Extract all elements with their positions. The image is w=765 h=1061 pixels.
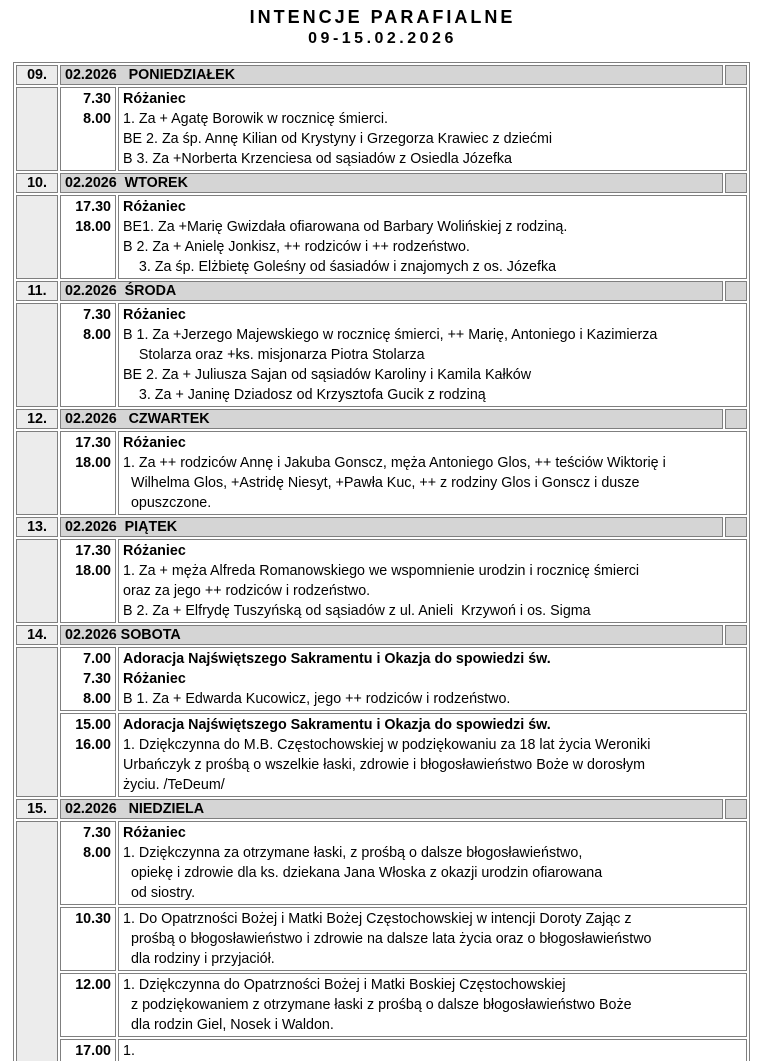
day-header-end-cell — [725, 281, 747, 301]
page-title: INTENCJE PARAFIALNE — [249, 7, 516, 27]
day-number-cell: 14. — [16, 625, 58, 645]
intention-line: 1. Dziękczynna do M.B. Częstochowskiej w podziękowaniu za 18 lat życia Weroniki — [123, 737, 651, 753]
intention-block-row — [16, 431, 747, 515]
intention-block-row — [16, 303, 747, 407]
time-value: 17.00 — [75, 1043, 111, 1059]
day-spacer-cell — [16, 539, 58, 623]
day-spacer-cell — [16, 821, 58, 1061]
intention-line: Adoracja Najświętszego Sakramentu i Okazja do spowiedzi św. — [123, 717, 551, 733]
day-header-cell: 02.2026 PONIEDZIAŁEK — [60, 65, 723, 85]
time-value: 12.00 — [75, 977, 111, 993]
time-value: 7.30 — [83, 825, 111, 841]
time-value: 7.30 — [83, 307, 111, 323]
intention-line: Różaniec — [123, 199, 186, 215]
day-header-row — [16, 173, 747, 193]
intentions-cell — [118, 821, 747, 905]
intention-line: Różaniec — [123, 435, 186, 451]
day-header-end-cell — [725, 409, 747, 429]
intention-line: Adoracja Najświętszego Sakramentu i Okazja do spowiedzi św. — [123, 651, 551, 667]
day-spacer-cell — [16, 87, 58, 171]
time-value: 8.00 — [83, 691, 111, 707]
intention-block-row — [16, 195, 747, 279]
intention-line: dla rodziny i przyjaciół. — [123, 951, 275, 967]
time-value: 17.30 — [75, 435, 111, 451]
intentions-cell — [118, 907, 747, 971]
intention-line: B 2. Za + Anielę Jonkisz, ++ rodziców i ++ rodzeństwo. — [123, 239, 470, 255]
day-number-cell: 12. — [16, 409, 58, 429]
time-cell — [60, 1039, 116, 1061]
intention-line: Wilhelma Glos, +Astridę Niesyt, +Pawła Kuc, ++ z rodziny Glos i Gonscz i dusze — [123, 475, 640, 491]
time-cell — [60, 431, 116, 515]
time-cell — [60, 821, 116, 905]
intentions-cell — [118, 713, 747, 797]
intention-line: od siostry. — [123, 885, 196, 901]
day-header-cell: 02.2026 CZWARTEK — [60, 409, 723, 429]
day-number-cell: 09. — [16, 65, 58, 85]
intentions-table — [13, 62, 750, 1061]
intention-line: oraz za jego ++ rodziców i rodzeństwo. — [123, 583, 371, 599]
day-header-end-cell — [725, 65, 747, 85]
day-spacer-cell — [16, 195, 58, 279]
intention-line: B 2. Za + Elfrydę Tuszyńską od sąsiadów z ul. Anieli Krzywoń i os. Sigma — [123, 603, 591, 619]
day-spacer-cell — [16, 431, 58, 515]
intentions-cell — [118, 431, 747, 515]
intention-line: 3. Za śp. Elżbietę Goleśny od śasiadów i znajomych z os. Józefka — [123, 259, 557, 275]
intention-line: Różaniec — [123, 307, 186, 323]
intention-line: prośbą o błogosławieństwo i zdrowie na dalsze lata życia oraz o błogosławieństwo — [123, 931, 652, 947]
page-subtitle: 09-15.02.2026 — [308, 30, 457, 47]
day-number-cell: 15. — [16, 799, 58, 819]
intention-line: BE1. Za +Marię Gwizdała ofiarowana od Barbary Wolińskiej z rodziną. — [123, 219, 568, 235]
intention-block-row — [16, 87, 747, 171]
intention-line: B 1. Za + Edwarda Kucowicz, jego ++ rodziców i rodzeństwo. — [123, 691, 511, 707]
intention-line: 1. Do Opatrzności Bożej i Matki Bożej Częstochowskiej w intencji Doroty Zając z — [123, 911, 632, 927]
intention-line: 3. Za + Janinę Dziadosz od Krzysztofa Gucik z rodziną — [123, 387, 486, 403]
time-value: 18.00 — [75, 219, 111, 235]
time-value: 18.00 — [75, 455, 111, 471]
intention-line: 1. Dziękczynna do Opatrzności Bożej i Matki Boskiej Częstochowskiej — [123, 977, 566, 993]
intention-line: życiu. /TeDeum/ — [123, 777, 225, 793]
intention-line: Różaniec — [123, 543, 186, 559]
intentions-cell — [118, 303, 747, 407]
time-value: 7.30 — [83, 91, 111, 107]
intentions-cell — [118, 195, 747, 279]
time-value: 8.00 — [83, 327, 111, 343]
intentions-cell — [118, 1039, 747, 1061]
intention-block-row — [16, 821, 747, 905]
time-value: 7.30 — [83, 671, 111, 687]
intention-block-row — [16, 539, 747, 623]
day-spacer-cell — [16, 647, 58, 797]
day-header-row — [16, 65, 747, 85]
day-header-row — [16, 281, 747, 301]
day-header-cell: 02.2026 ŚRODA — [60, 281, 723, 301]
time-cell — [60, 647, 116, 711]
time-value: 8.00 — [83, 111, 111, 127]
intention-line: 1. Za + męża Alfreda Romanowskiego we wspomnienie urodzin i rocznicę śmierci — [123, 563, 640, 579]
intention-line: B 3. Za +Norberta Krzenciesa od sąsiadów z Osiedla Józefka — [123, 151, 512, 167]
time-cell — [60, 87, 116, 171]
intention-line: Różaniec — [123, 825, 186, 841]
intention-line: opuszczone. — [123, 495, 212, 511]
day-header-row — [16, 625, 747, 645]
time-cell — [60, 713, 116, 797]
time-value: 7.00 — [83, 651, 111, 667]
time-cell — [60, 907, 116, 971]
intention-line: Różaniec — [123, 91, 186, 107]
intention-line: Stolarza oraz +ks. misjonarza Piotra Stolarza — [123, 347, 425, 363]
intention-line: BE 2. Za + Juliusza Sajan od sąsiadów Karoliny i Kamila Kałków — [123, 367, 532, 383]
day-spacer-cell — [16, 303, 58, 407]
time-value: 18.00 — [75, 563, 111, 579]
day-header-cell: 02.2026 WTOREK — [60, 173, 723, 193]
time-cell — [60, 973, 116, 1037]
intentions-cell — [118, 647, 747, 711]
intentions-cell — [118, 87, 747, 171]
time-value: 8.00 — [83, 845, 111, 861]
time-value: 15.00 — [75, 717, 111, 733]
time-value: 10.30 — [75, 911, 111, 927]
intention-line: 1. Za ++ rodziców Annę i Jakuba Gonscz, męża Antoniego Glos, ++ teściów Wiktorię i — [123, 455, 666, 471]
intention-block-row — [16, 907, 747, 971]
intention-line: 1. Dziękczynna za otrzymane łaski, z prośbą o dalsze błogosławieństwo, — [123, 845, 583, 861]
day-header-end-cell — [725, 799, 747, 819]
day-header-cell: 02.2026 NIEDZIELA — [60, 799, 723, 819]
intention-block-row — [16, 647, 747, 711]
intention-line: B 1. Za +Jerzego Majewskiego w rocznicę śmierci, ++ Marię, Antoniego i Kazimierza — [123, 327, 658, 343]
day-header-end-cell — [725, 517, 747, 537]
day-header-cell: 02.2026 PIĄTEK — [60, 517, 723, 537]
day-header-end-cell — [725, 173, 747, 193]
intention-line: BE 2. Za śp. Annę Kilian od Krystyny i Grzegorza Krawiec z dziećmi — [123, 131, 553, 147]
intention-block-row — [16, 1039, 747, 1061]
intention-line: Urbańczyk z prośbą o wszelkie łaski, zdrowie i błogosławieństwo Boże w dorosłym — [123, 757, 646, 773]
time-cell — [60, 303, 116, 407]
day-header-row — [16, 409, 747, 429]
intention-line: z podziękowaniem z otrzymane łaski z prośbą o dalsze błogosławieństwo Boże — [123, 997, 632, 1013]
intention-line: 1. Za + Agatę Borowik w rocznicę śmierci. — [123, 111, 388, 127]
time-value: 17.30 — [75, 543, 111, 559]
intentions-cell — [118, 973, 747, 1037]
day-header-row — [16, 799, 747, 819]
time-value: 17.30 — [75, 199, 111, 215]
day-header-row — [16, 517, 747, 537]
intention-line: opiekę i zdrowie dla ks. dziekana Jana Włoska z okazji urodzin ofiarowana — [123, 865, 603, 881]
intention-line: Różaniec — [123, 671, 186, 687]
intention-block-row — [16, 713, 747, 797]
day-number-cell: 10. — [16, 173, 58, 193]
day-number-cell: 13. — [16, 517, 58, 537]
time-cell — [60, 195, 116, 279]
day-header-end-cell — [725, 625, 747, 645]
intention-line: 1. — [123, 1043, 135, 1059]
intention-line: dla rodzin Giel, Nosek i Waldon. — [123, 1017, 334, 1033]
time-value: 16.00 — [75, 737, 111, 753]
intentions-cell — [118, 539, 747, 623]
day-header-cell: 02.2026 SOBOTA — [60, 625, 723, 645]
intention-block-row — [16, 973, 747, 1037]
day-number-cell: 11. — [16, 281, 58, 301]
time-cell — [60, 539, 116, 623]
